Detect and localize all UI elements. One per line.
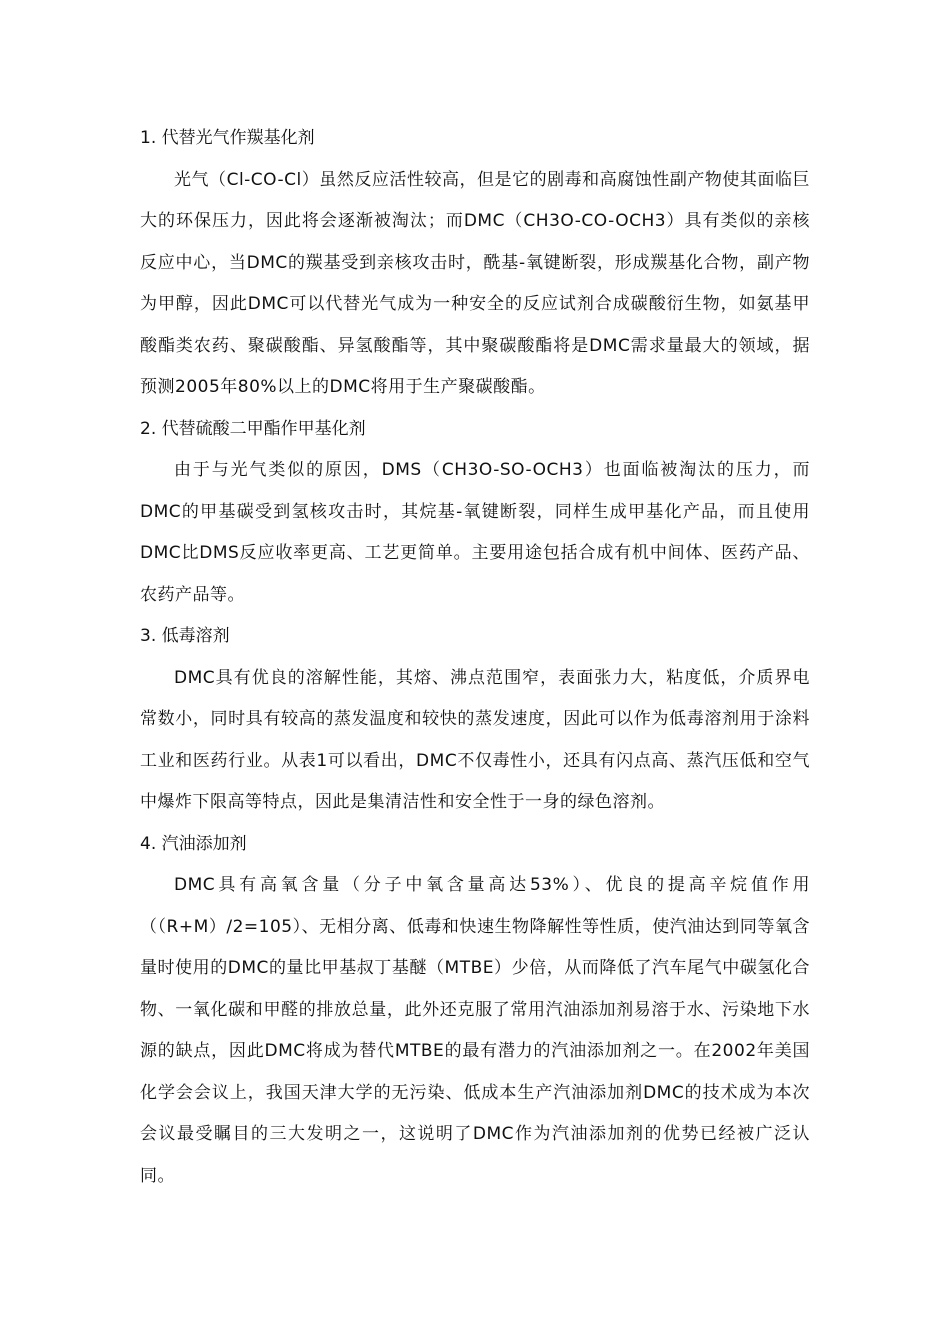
section-heading-methylation: 2. 代替硫酸二甲酯作甲基化剂 [140,418,366,439]
section-heading-low-toxicity-solvent: 3. 低毒溶剂 [140,626,230,646]
document-body [140,118,810,1197]
section-body-low-toxicity-solvent: DMC具有优良的溶解性能，其熔、沸点范围窄，表面张力大，粘度低，介质界电常数小，同时具有较高的蒸发温度和较快的蒸发速度，因此可以作为低毒溶剂用于涂料工业和医药行业。从表1可以看出，DMC不仅毒性小，还具有闪点高、蒸汽压低和空气中爆炸下限高等特点，因此是集清洁性和安全性于一身的绿色溶剂。 [140,667,810,812]
section-body-gasoline-additive: DMC具有高氧含量（分子中氧含量高达53%）、优良的提高辛烷值作用（（R+M）/2=105）、无相分离、低毒和快速生物降解性等性质，使汽油达到同等氧含量时使用的DMC的量比甲基叔丁基醚（MTBE）少倍，从而降低了汽车尾气中碳氢化合物、一氧化碳和甲醛的排放总量，此外还克服了常用汽油添加剂易溶于水、污染地下水源的缺点，因此DMC将成为替代MTBE的最有潜力的汽油添加剂之一。在2002年美国化学会会议上，我国天津大学的无污染、低成本生产汽油添加剂DMC的技术成为本次会议最受瞩目的三大发明之一，这说明了DMC作为汽油添加剂的优势已经被广泛认同。 [140,875,810,1186]
section-body-methylation: 由于与光气类似的原因，DMS（CH3O-SO-OCH3）也面临被淘汰的压力，而DMC的甲基碳受到氢核攻击时，其烷基-氧键断裂，同样生成甲基化产品，而且使用DMC比DMS反应收率更高、工艺更简单。主要用途包括合成有机中间体、医药产品、农药产品等。 [140,460,810,605]
section-heading-gasoline-additive: 4. 汽油添加剂 [140,833,247,854]
section-body-carbonylation: 光气（Cl-CO-Cl）虽然反应活性较高，但是它的剧毒和高腐蚀性副产物使其面临巨大的环保压力，因此将会逐渐被淘汰；而DMC（CH3O-CO-OCH3）具有类似的亲核反应中心，当DMC的羰基受到亲核攻击时，酰基-氧键断裂，形成羰基化合物，副产物为甲醇，因此DMC可以代替光气成为一种安全的反应试剂合成碳酸衍生物，如氨基甲酸酯类农药、聚碳酸酯、异氢酸酯等，其中聚碳酸酯将是DMC需求量最大的领域，据预测2005年80%以上的DMC将用于生产聚碳酸酯。 [140,169,810,397]
section-heading-carbonylation: 1. 代替光气作羰基化剂 [140,128,315,148]
